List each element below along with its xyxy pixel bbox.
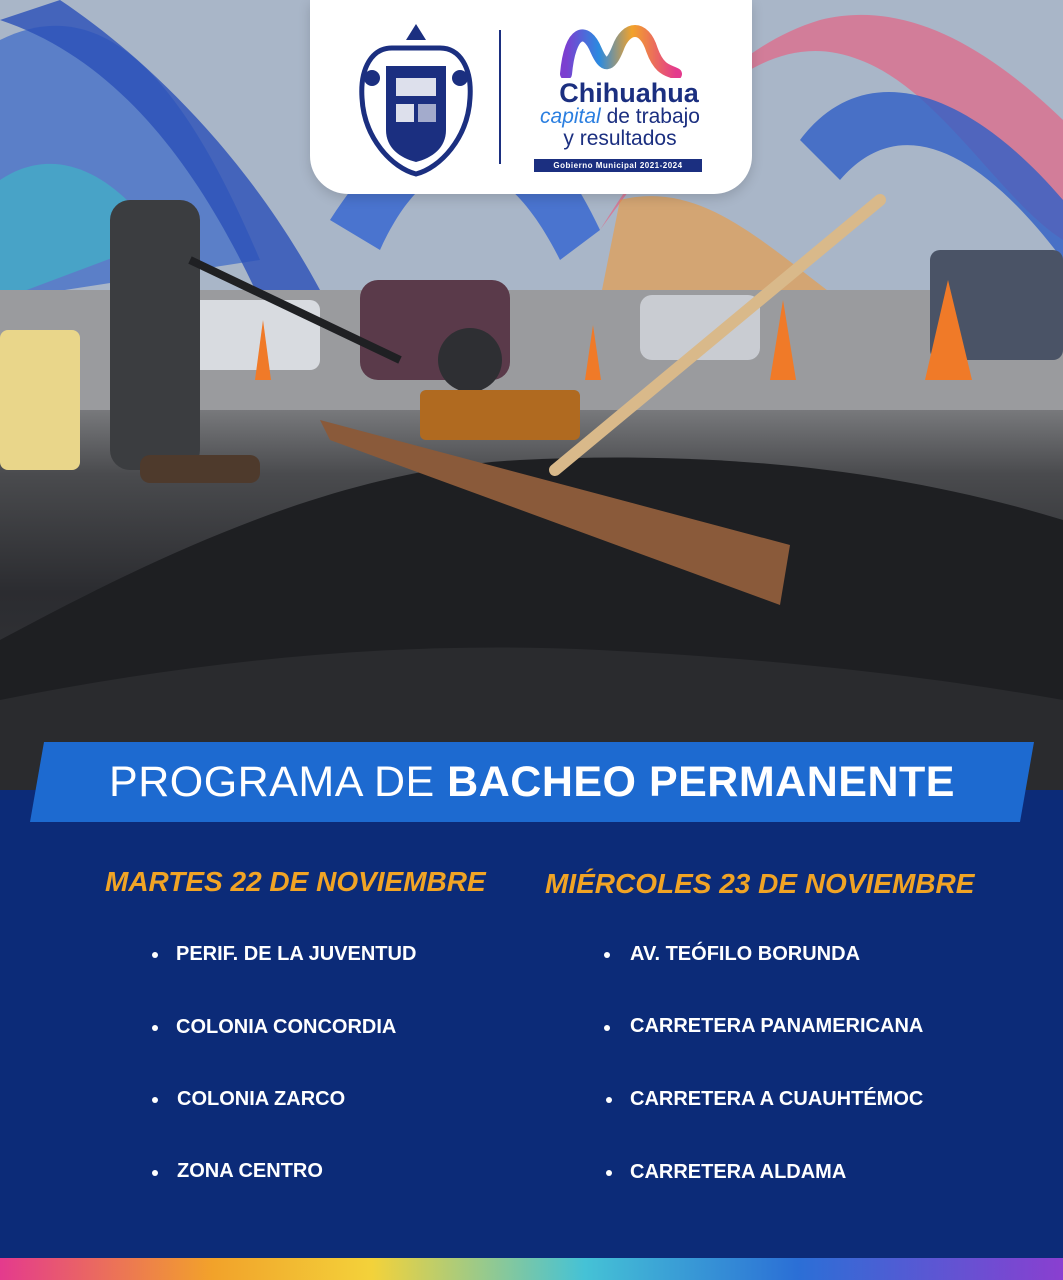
day-1-location-2: COLONIA CONCORDIA [176, 1016, 397, 1038]
brand-tagline-rest: de trabajo [606, 105, 700, 128]
rainbow-footer-strip [0, 1258, 1063, 1280]
brand-highlight: capital [540, 105, 601, 128]
brand-tagline-2: y resultados [563, 127, 677, 150]
day-2-title: MIÉRCOLES 23 DE NOVIEMBRE [545, 868, 975, 899]
bullet [604, 1025, 610, 1031]
day-2-location-2: CARRETERA PANAMERICANA [630, 1015, 924, 1037]
day-2-location-3: CARRETERA A CUAUHTÉMOC [630, 1088, 924, 1110]
day-1-location-1: PERIF. DE LA JUVENTUD [176, 943, 417, 965]
day-2-location-4: CARRETERA ALDAMA [630, 1161, 847, 1183]
logo-divider [499, 30, 501, 164]
government-period: Gobierno Municipal 2021-2024 [534, 159, 702, 172]
brand-tagline-1 [520, 106, 720, 127]
brand-mark-icon [560, 20, 682, 78]
day-1-location-4: ZONA CENTRO [177, 1160, 323, 1182]
program-title-light: PROGRAMA DE [109, 758, 448, 806]
program-title-bold: BACHEO PERMANENTE [447, 758, 955, 806]
bullet [606, 1170, 612, 1176]
day-2-location-1: AV. TEÓFILO BORUNDA [630, 943, 861, 965]
day-1-title: MARTES 22 DE NOVIEMBRE [105, 866, 486, 897]
day-1-location-3: COLONIA ZARCO [177, 1088, 346, 1110]
bullet [152, 1025, 158, 1031]
bullet [606, 1097, 612, 1103]
brand-title: Chihuahua [559, 78, 699, 108]
bullet [152, 1170, 158, 1176]
bullet [152, 952, 158, 958]
program-title [30, 742, 1034, 822]
municipal-seal-icon [352, 18, 480, 178]
bullet [604, 952, 610, 958]
bullet [152, 1097, 158, 1103]
